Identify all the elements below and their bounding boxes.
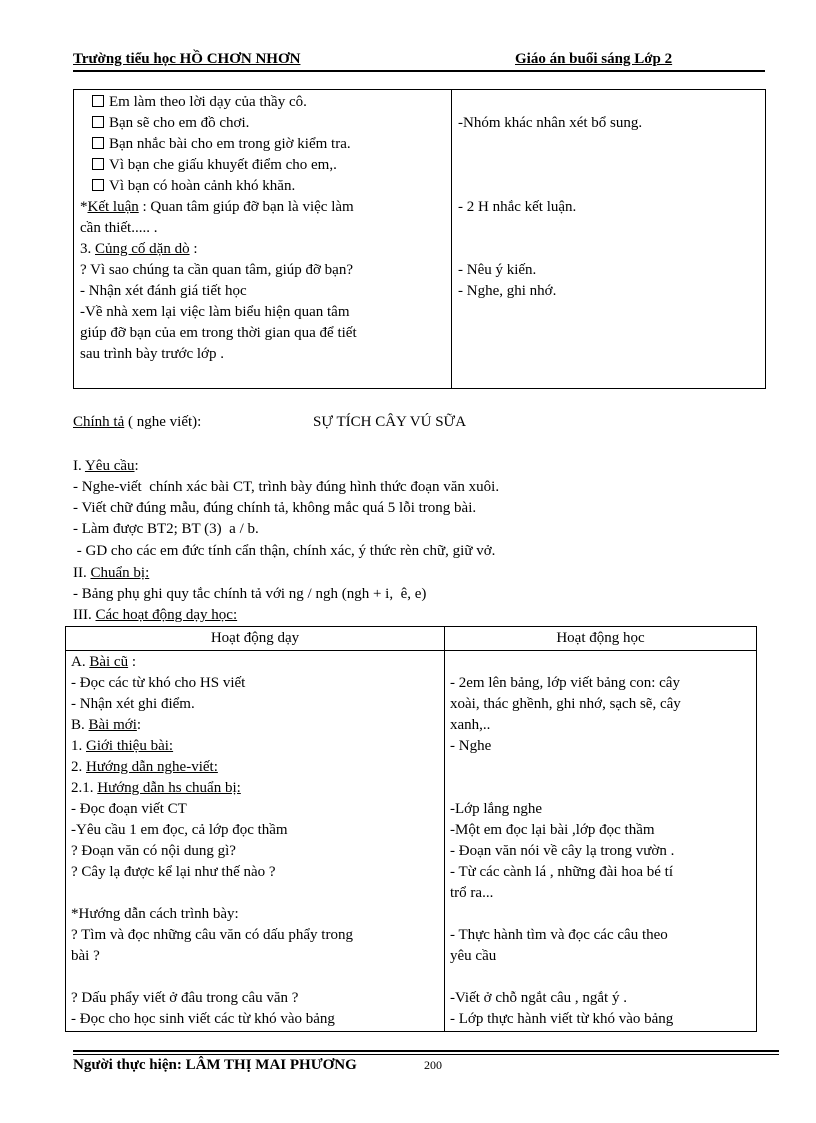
learning-step: - Từ các cành lá , những đài hoa bé tí xyxy=(450,864,673,880)
author: Người thực hiện: LÂM THỊ MAI PHƯƠNG xyxy=(73,1057,357,1073)
section-b2: 2. Hướng dẫn nghe-viết: xyxy=(71,759,218,775)
footer-rule-bottom xyxy=(73,1054,779,1055)
activity-table-continued xyxy=(73,89,766,389)
checkbox-item: Vì bạn có hoàn cảnh khó khăn. xyxy=(80,176,445,197)
checkbox-item: Em làm theo lời dạy của thầy cô. xyxy=(80,92,445,113)
student-response: -Nhóm khác nhân xét bổ sung. xyxy=(458,115,643,131)
learning-step: - 2em lên bảng, lớp viết bảng con: cây xyxy=(450,675,680,691)
lesson-plan-title: Giáo án buổi sáng Lớp 2 xyxy=(515,51,673,67)
teaching-column xyxy=(66,651,445,1032)
section-a: A. Bài cũ : xyxy=(71,654,137,670)
checkbox-icon xyxy=(92,158,104,170)
student-response: - Nêu ý kiến. xyxy=(458,262,537,278)
header-learning: Hoạt động học xyxy=(445,627,757,651)
requirement-item: - Viết chữ đúng mẫu, đúng chính tả, không mắc quá 5 lỗi trong bài. xyxy=(73,500,477,516)
learning-step: - Nghe xyxy=(450,738,492,754)
checkbox-item: Vì bạn che giấu khuyết điểm cho em,. xyxy=(80,155,445,176)
teaching-step: -Yêu cầu 1 em đọc, cả lớp đọc thầm xyxy=(71,822,288,838)
learning-step: -Lớp lắng nghe xyxy=(450,801,543,817)
checkbox-icon xyxy=(92,95,104,107)
requirement-item: - GD cho các em đức tính cẩn thận, chính xác, ý thức rèn chữ, giữ vở. xyxy=(73,543,496,559)
activities-table xyxy=(65,626,757,1032)
header-teaching: Hoạt động dạy xyxy=(66,627,445,651)
consolidation-heading: 3. Củng cố dặn dò : xyxy=(80,241,198,257)
learning-step: xanh,.. xyxy=(450,717,491,733)
checkbox-icon xyxy=(92,137,104,149)
learning-column xyxy=(445,651,757,1032)
learning-step: -Một em đọc lại bài ,lớp đọc thầm xyxy=(450,822,655,838)
checkbox-item: Bạn nhắc bài cho em trong giờ kiểm tra. xyxy=(80,134,445,155)
review: - Nhận xét đánh giá tiết học xyxy=(80,283,247,299)
student-response: - 2 H nhắc kết luận. xyxy=(458,199,577,215)
homework: giúp đỡ bạn của em trong thời gian qua để tiết xyxy=(80,325,357,341)
teaching-step: ? Đoạn văn có nội dung gì? xyxy=(71,843,236,859)
preparation-item: - Bảng phụ ghi quy tắc chính tả với ng / ngh (ngh + i, ê, e) xyxy=(73,586,427,602)
teaching-step: bài ? xyxy=(71,948,100,964)
checkbox-item: Bạn sẽ cho em đồ chơi. xyxy=(80,113,445,134)
section-b21: 2.1. Hướng dẫn hs chuẩn bị: xyxy=(71,780,241,796)
homework: sau trình bày trước lớp . xyxy=(80,346,224,362)
teaching-step: ? Tìm và đọc những câu văn có dấu phẩy trong xyxy=(71,927,353,943)
learning-step: xoài, thác ghềnh, ghi nhớ, sạch sẽ, cây xyxy=(450,696,681,712)
teaching-step: - Đọc cho học sinh viết các từ khó vào bảng xyxy=(71,1011,335,1027)
footer-rule-top xyxy=(73,1050,779,1052)
preparation-heading: II. Chuẩn bị: xyxy=(73,565,150,581)
conclusion: *Kết luận : Quan tâm giúp đỡ bạn là việc làm xyxy=(80,199,354,215)
requirements-heading: I. Yêu cầu: xyxy=(73,458,139,474)
header-rule xyxy=(73,70,765,72)
activities-heading: III. Các hoạt động dạy học: xyxy=(73,607,238,623)
learning-step: -Viết ở chỗ ngắt câu , ngắt ý . xyxy=(450,990,627,1006)
requirement-item: - Làm được BT2; BT (3) a / b. xyxy=(73,521,259,537)
learning-step: - Thực hành tìm và đọc các câu theo xyxy=(450,927,668,943)
teacher-column xyxy=(74,90,452,389)
teaching-step: ? Cây lạ được kể lại như thế nào ? xyxy=(71,864,276,880)
teaching-step: - Đọc các từ khó cho HS viết xyxy=(71,675,246,691)
subject-heading: Chính tả ( nghe viết): xyxy=(73,414,202,430)
teaching-step: - Đọc đoạn viết CT xyxy=(71,801,187,817)
page-number: 200 xyxy=(424,1058,442,1072)
student-response: - Nghe, ghi nhớ. xyxy=(458,283,557,299)
checkbox-icon xyxy=(92,116,104,128)
section-b: B. Bài mới: xyxy=(71,717,142,733)
teaching-step: - Nhận xét ghi điểm. xyxy=(71,696,195,712)
question: ? Vì sao chúng ta cần quan tâm, giúp đỡ bạn? xyxy=(80,262,353,278)
student-column xyxy=(452,90,766,389)
learning-step: yêu cầu xyxy=(450,948,497,964)
checkbox-icon xyxy=(92,179,104,191)
lesson-title: SỰ TÍCH CÂY VÚ SỮA xyxy=(313,414,467,430)
homework: -Về nhà xem lại việc làm biểu hiện quan tâm xyxy=(80,304,350,320)
learning-step: - Lớp thực hành viết từ khó vào bảng xyxy=(450,1011,674,1027)
learning-step: - Đoạn văn nói về cây lạ trong vườn . xyxy=(450,843,675,859)
school-name: Trường tiểu học HỒ CHƠN NHƠN xyxy=(73,51,301,67)
conclusion-cont: cần thiết..... . xyxy=(80,220,158,236)
teaching-step: ? Dấu phẩy viết ở đâu trong câu văn ? xyxy=(71,990,299,1006)
requirement-item: - Nghe-viết chính xác bài CT, trình bày đúng hình thức đoạn văn xuôi. xyxy=(73,479,500,495)
teaching-step: *Hướng dẫn cách trình bày: xyxy=(71,906,239,922)
learning-step: trổ ra... xyxy=(450,885,494,901)
section-b1: 1. Giới thiệu bài: xyxy=(71,738,174,754)
